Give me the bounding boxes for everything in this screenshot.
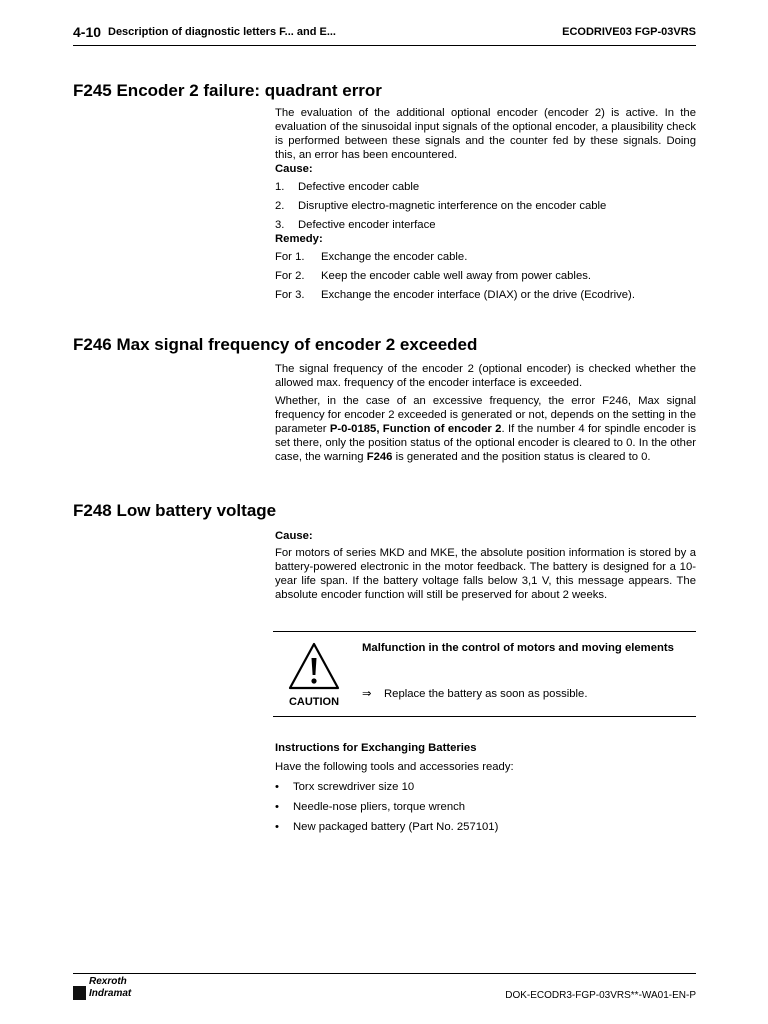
f245-heading: F245 Encoder 2 failure: quadrant error xyxy=(73,81,382,100)
f246-para2: Whether, in the case of an excessive frequency, the error F246, Max signal frequency for encoder 2 exceeded is generated or not, depends on the setting in the parameter P-0-0185, Function of encoder 2. If the number 4 for spindle encoder is set there, only the position status of the optional encoder is cleared to 0. In the other case, the warning F246 is generated and the position status is cleared to 0. xyxy=(275,395,696,463)
battery-instructions xyxy=(275,741,696,834)
list-item: 1. Defective encoder cable xyxy=(275,181,420,193)
bullet-icon: • xyxy=(275,781,279,793)
bullet-icon: • xyxy=(275,801,279,813)
caution-action: ⇒ Replace the battery as soon as possible. xyxy=(362,688,588,700)
warning-code: F246 xyxy=(366,451,393,463)
f245-cause-label: Cause: xyxy=(275,163,313,175)
f248-cause-text: For motors of series MKD and MKE, the absolute position information is stored by a battery-powered electronic in the motor feedback. The battery is designed for a 10-year life span. If the battery voltage falls below 3,1 V, this message appears. The absolute encoder function will still be preserved for about 2 weeks. xyxy=(275,547,696,601)
logo-mark-icon xyxy=(73,986,86,1000)
f246-para1: The signal frequency of the encoder 2 (optional encoder) is checked whether the allowed max. frequency of the encoder interface is exceeded. xyxy=(275,363,696,389)
page-footer xyxy=(73,973,696,1004)
list-item: 2. Disruptive electro-magnetic interference on the encoder cable xyxy=(275,200,607,212)
f248-body xyxy=(275,529,696,602)
caution-box xyxy=(273,631,696,717)
f245-remedy-label: Remedy: xyxy=(275,233,323,245)
page-number: 4-10 xyxy=(73,24,102,40)
list-item: For 2. Keep the encoder cable well away from power cables. xyxy=(275,270,592,282)
chapter-description: Description of diagnostic letters F... and E... xyxy=(108,26,336,38)
f245-body xyxy=(275,106,696,302)
f245-intro: The evaluation of the additional optional encoder (encoder 2) is active. In the evaluation of the sinusoidal input signals of the optional encoder, a plausibility check is performed between these signals and the counter fed by these signals. Doing this, an error has been encountered. xyxy=(275,107,696,161)
list-item: • New packaged battery (Part No. 257101) xyxy=(275,821,499,833)
arrow-icon: ⇒ xyxy=(362,688,372,700)
battery-heading: Instructions for Exchanging Batteries xyxy=(275,742,477,754)
product-name: ECODRIVE03 FGP-03VRS xyxy=(562,26,696,38)
list-item: For 1. Exchange the encoder cable. xyxy=(275,251,468,263)
f246-heading: F246 Max signal frequency of encoder 2 exceeded xyxy=(73,335,478,354)
warning-triangle-icon xyxy=(287,641,341,691)
caution-heading: Malfunction in the control of motors and moving elements xyxy=(362,642,674,654)
list-item: For 3. Exchange the encoder interface (DIAX) or the drive (Ecodrive). xyxy=(275,289,635,301)
document-id: DOK-ECODR3-FGP-03VRS**-WA01-EN-P xyxy=(505,990,696,1001)
bullet-icon: • xyxy=(275,821,279,833)
list-item: • Torx screwdriver size 10 xyxy=(275,781,415,793)
parameter-name: P-0-0185, Function of encoder 2 xyxy=(329,423,502,435)
f246-body xyxy=(275,362,696,464)
f248-cause-label: Cause: xyxy=(275,530,313,542)
f248-heading: F248 Low battery voltage xyxy=(73,501,277,520)
rexroth-logo: Rexroth Indramat xyxy=(73,976,143,1000)
battery-intro: Have the following tools and accessories ready: xyxy=(275,761,514,773)
list-item: 3. Defective encoder interface xyxy=(275,219,436,231)
list-item: • Needle-nose pliers, torque wrench xyxy=(275,801,466,813)
page-header xyxy=(73,24,696,46)
caution-label: CAUTION xyxy=(288,696,340,708)
